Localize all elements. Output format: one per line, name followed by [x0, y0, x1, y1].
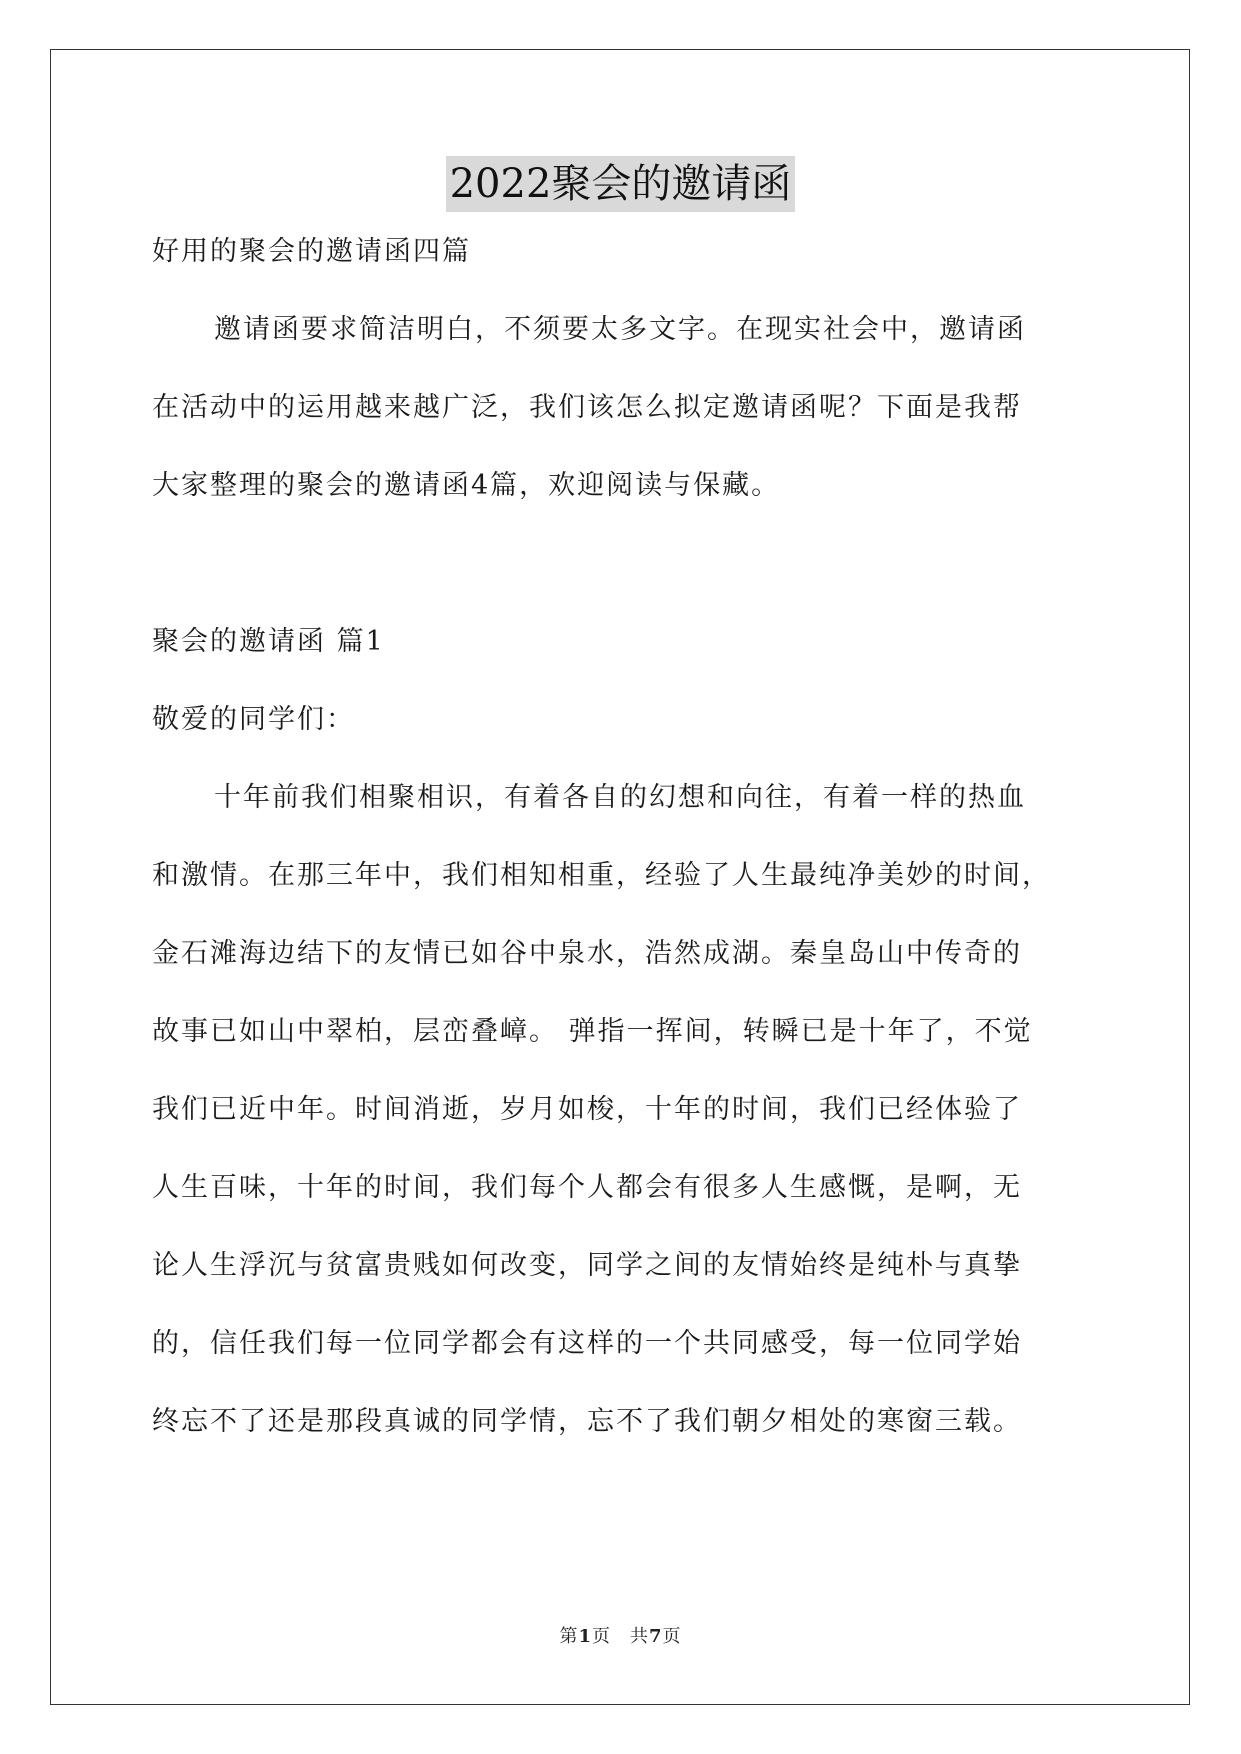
page-prefix: 第 [559, 1626, 579, 1647]
body-line: 论人生浮沉与贫富贵贱如何改变，同学之间的友情始终是纯朴与真挚 [152, 1250, 1022, 1281]
body-line: 和激情。在那三年中，我们相知相重，经验了人生最纯净美妙的时间， [152, 860, 1051, 891]
body-line: 人生百味，十年的时间，我们每个人都会有很多人生感慨，是啊，无 [152, 1172, 1022, 1203]
page-mid: 页 共 [592, 1626, 649, 1647]
section-heading: 聚会的邀请函 篇1 [152, 626, 385, 657]
intro-line: 大家整理的聚会的邀请函4篇，欢迎阅读与保藏。 [152, 470, 781, 501]
body-line: 终忘不了还是那段真诚的同学情，忘不了我们朝夕相处的寒窗三载。 [152, 1406, 1022, 1437]
page-footer [0, 1622, 1241, 1648]
greeting: 敬爱的同学们： [152, 704, 355, 735]
document-subtitle: 好用的聚会的邀请函四篇 [152, 236, 471, 267]
body-line: 十年前我们相聚相识，有着各自的幻想和向往，有着一样的热血 [214, 782, 1026, 813]
body-line: 我们已近中年。时间消逝，岁月如梭，十年的时间，我们已经体验了 [152, 1094, 1022, 1125]
page-current: 1 [578, 1626, 592, 1647]
body-line: 故事已如山中翠柏，层峦叠嶂。 弹指一挥间，转瞬已是十年了，不觉 [152, 1016, 1033, 1047]
title-container [0, 156, 1241, 212]
intro-line: 邀请函要求简洁明白，不须要太多文字。在现实社会中，邀请函 [214, 314, 1026, 345]
body-line: 的，信任我们每一位同学都会有这样的一个共同感受，每一位同学始 [152, 1328, 1022, 1359]
document-body [152, 232, 1097, 1480]
body-line: 金石滩海边结下的友情已如谷中泉水，浩然成湖。秦皇岛山中传奇的 [152, 938, 1022, 969]
section-gap [152, 544, 1097, 622]
page-total: 7 [649, 1626, 663, 1647]
page-suffix: 页 [662, 1626, 682, 1647]
document-title: 2022聚会的邀请函 [446, 156, 796, 212]
intro-line: 在活动中的运用越来越广泛，我们该怎么拟定邀请函呢？下面是我帮 [152, 392, 1022, 423]
